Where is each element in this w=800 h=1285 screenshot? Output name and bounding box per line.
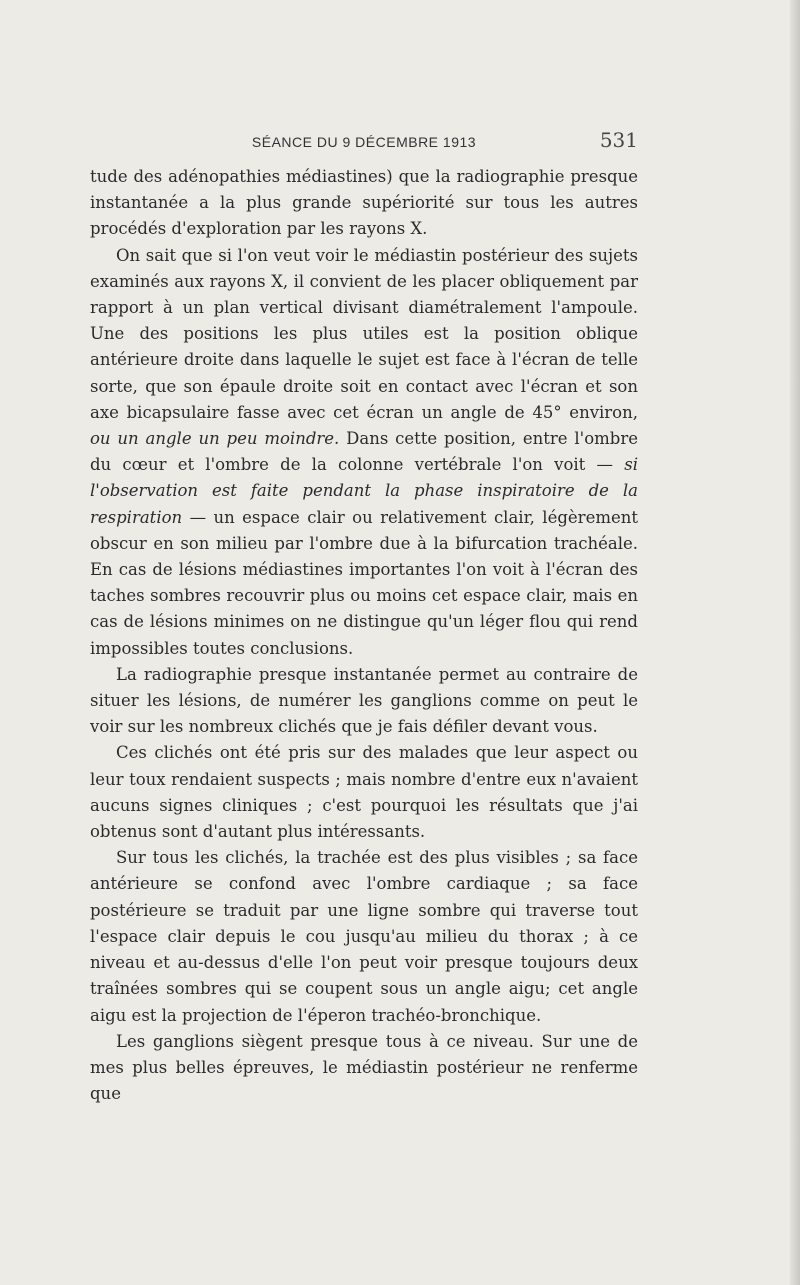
text-span: La radiographie presque instantanée permet au contraire de situer les lésions, de numérer les ganglions comme on peut le voir sur les nombreux clichés que je fais défiler devant vous. xyxy=(90,664,638,737)
running-head: SÉANCE DU 9 DÉCEMBRE 1913 xyxy=(251,134,477,150)
paragraph xyxy=(90,243,638,662)
text-span: On sait que si l'on veut voir le médiastin postérieur des sujets examinés aux rayons X, il convient de les placer obliquement par rapport à un plan vertical divisant diamétralement l'ampoule. Une des positions les plus utiles est la position oblique antérieure droite dans laquelle le sujet est face à l'écran de telle sorte, que son épaule droite soit en contact avec l'écran et son axe bicapsulaire fasse avec cet écran un angle de 45° environ, xyxy=(90,245,638,422)
page-edge xyxy=(790,0,800,1285)
italic-span: ou un angle un peu moindre. xyxy=(90,429,340,449)
paragraph xyxy=(90,1029,638,1108)
text-span: Ces clichés ont été pris sur des malades que leur aspect ou leur toux rendaient suspects ; mais nombre d'entre eux n'avaient aucuns signes cliniques ; c'est pourquoi les résultats que j'ai obtenus sont d'autant plus intéressants. xyxy=(90,743,638,842)
text-span: Les ganglions siègent presque tous à ce niveau. Sur une de mes plus belles épreuves, le médiastin postérieur ne renferme que xyxy=(90,1031,638,1104)
paragraph xyxy=(90,662,638,741)
text-span: tude des adénopathies médiastines) que la radiographie presque instantanée a la plus grande supériorité sur tous les autres procédés d'exploration par les rayons X. xyxy=(90,167,638,239)
text-span: — un espace clair ou relativement clair, légèrement obscur en son milieu par l'ombre due à la bifurcation trachéale. En cas de lésions médiastines importantes l'on voit à l'écran des taches sombres recouvrir plus ou moins cet espace clair, mais en cas de lésions minimes on ne distingue qu'un léger flou qui rend impossibles toutes conclusions. xyxy=(90,507,638,658)
text-span: Sur tous les clichés, la trachée est des plus visibles ; sa face antérieure se confond avec l'ombre cardiaque ; sa face postérieure se traduit par une ligne sombre qui traverse tout l'espace clair depuis le cou jusqu'au milieu du thorax ; à ce niveau et au-dessus d'elle l'on peut voir presque toujours deux traînées sombres qui se coupent sous un angle aigu; cet angle aigu est la projection de l'éperon trachéo-bronchique. xyxy=(90,848,638,1025)
text-span: Dans cette position, entre l'ombre du cœur et l'ombre de la colonne vertébrale l'on voit — xyxy=(90,429,638,475)
paragraph xyxy=(90,164,638,243)
page-header xyxy=(90,128,638,158)
body-text xyxy=(90,164,638,1107)
italic-span: si l'observation est faite pendant la phase inspiratoire de la respiration xyxy=(90,455,638,527)
paragraph xyxy=(90,845,638,1028)
page-number: 531 xyxy=(599,128,638,152)
paragraph xyxy=(90,740,638,845)
